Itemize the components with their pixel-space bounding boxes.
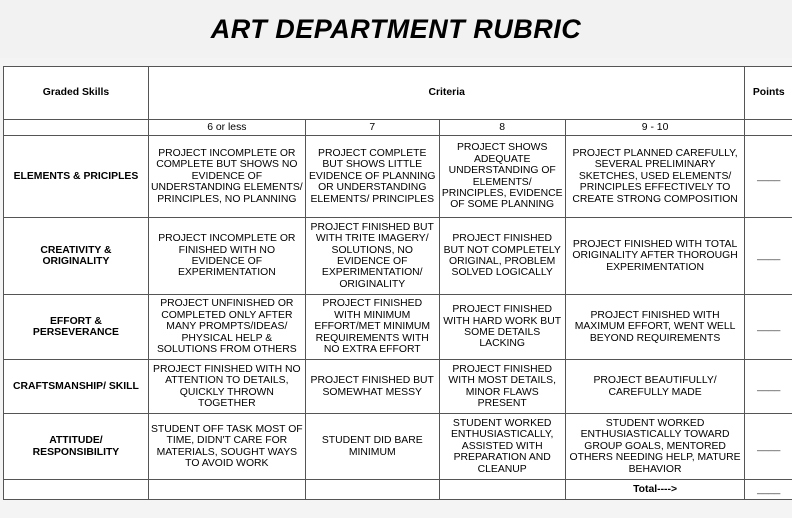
criteria-cell: PROJECT FINISHED WITH TOTAL ORIGINALITY AFTER THOROUGH EXPERIMENTATION <box>565 218 745 295</box>
rubric-row <box>4 360 792 414</box>
total-points-blank[interactable]: ____ <box>745 480 792 500</box>
points-header: Points <box>745 67 792 120</box>
rubric-row <box>4 414 792 480</box>
score-level-row <box>4 120 792 136</box>
score-level-blank <box>4 120 149 136</box>
criteria-cell: PROJECT BEAUTIFULLY/ CAREFULLY MADE <box>565 360 745 414</box>
criteria-cell: PROJECT SHOWS ADEQUATE UNDERSTANDING OF ELEMENTS/ PRINCIPLES, EVIDENCE OF SOME PLANNING <box>439 136 565 218</box>
criteria-cell: PROJECT FINISHED WITH MAXIMUM EFFORT, WENT WELL BEYOND REQUIREMENTS <box>565 295 745 360</box>
criteria-cell: PROJECT INCOMPLETE OR FINISHED WITH NO EVIDENCE OF EXPERIMENTATION <box>148 218 305 295</box>
criteria-cell: PROJECT FINISHED BUT WITH TRITE IMAGERY/ SOLUTIONS, NO EVIDENCE OF EXPERIMENTATION/ ORIGINALITY <box>305 218 439 295</box>
criteria-cell: PROJECT PLANNED CAREFULLY, SEVERAL PRELIMINARY SKETCHES, USED ELEMENTS/ PRINCIPLES EFFECTIVELY TO CREATE STRONG COMPOSITION <box>565 136 745 218</box>
criteria-cell: PROJECT FINISHED BUT SOMEWHAT MESSY <box>305 360 439 414</box>
criteria-cell: PROJECT INCOMPLETE OR COMPLETE BUT SHOWS NO EVIDENCE OF UNDERSTANDING ELEMENTS/ PRINCIPLES, NO PLANNING <box>148 136 305 218</box>
skill-name: ATTITUDE/ RESPONSIBILITY <box>4 414 149 480</box>
criteria-cell: STUDENT WORKED ENTHUSIASTICALLY, ASSISTED WITH PREPARATION AND CLEANUP <box>439 414 565 480</box>
criteria-cell: STUDENT WORKED ENTHUSIASTICALLY TOWARD GROUP GOALS, MENTORED OTHERS NEEDING HELP, MATURE BEHAVIOR <box>565 414 745 480</box>
skill-name: ELEMENTS & PRICIPLES <box>4 136 149 218</box>
criteria-cell: STUDENT OFF TASK MOST OF TIME, DIDN'T CARE FOR MATERIALS, SOUGHT WAYS TO AVOID WORK <box>148 414 305 480</box>
score-level: 8 <box>439 120 565 136</box>
points-blank[interactable]: ____ <box>745 218 792 295</box>
skill-name: CRAFTSMANSHIP/ SKILL <box>4 360 149 414</box>
rubric-table <box>3 66 792 500</box>
total-blank <box>305 480 439 500</box>
total-label: Total----> <box>565 480 745 500</box>
score-level: 9 - 10 <box>565 120 745 136</box>
criteria-cell: PROJECT FINISHED BUT NOT COMPLETELY ORIGINAL, PROBLEM SOLVED LOGICALLY <box>439 218 565 295</box>
points-blank[interactable]: ____ <box>745 136 792 218</box>
criteria-header: Criteria <box>148 67 745 120</box>
rubric-row <box>4 136 792 218</box>
header-row <box>4 67 792 120</box>
criteria-cell: PROJECT FINISHED WITH MOST DETAILS, MINOR FLAWS PRESENT <box>439 360 565 414</box>
criteria-cell: STUDENT DID BARE MINIMUM <box>305 414 439 480</box>
score-level: 7 <box>305 120 439 136</box>
total-blank <box>4 480 149 500</box>
skill-name: CREATIVITY & ORIGINALITY <box>4 218 149 295</box>
total-blank <box>148 480 305 500</box>
points-blank[interactable]: ____ <box>745 414 792 480</box>
skill-name: EFFORT & PERSEVERANCE <box>4 295 149 360</box>
score-level-points-blank <box>745 120 792 136</box>
score-level: 6 or less <box>148 120 305 136</box>
graded-skills-header: Graded Skills <box>4 67 149 120</box>
criteria-cell: PROJECT FINISHED WITH NO ATTENTION TO DETAILS, QUICKLY THROWN TOGETHER <box>148 360 305 414</box>
total-row <box>4 480 792 500</box>
criteria-cell: PROJECT FINISHED WITH HARD WORK BUT SOME DETAILS LACKING <box>439 295 565 360</box>
points-blank[interactable]: ____ <box>745 295 792 360</box>
criteria-cell: PROJECT FINISHED WITH MINIMUM EFFORT/MET MINIMUM REQUIREMENTS WITH NO EXTRA EFFORT <box>305 295 439 360</box>
total-blank <box>439 480 565 500</box>
points-blank[interactable]: ____ <box>745 360 792 414</box>
rubric-row <box>4 295 792 360</box>
rubric-title: ART DEPARTMENT RUBRIC <box>210 13 582 44</box>
criteria-cell: PROJECT COMPLETE BUT SHOWS LITTLE EVIDENCE OF PLANNING OR UNDERSTANDING ELEMENTS/ PRINCIPLES <box>305 136 439 218</box>
criteria-cell: PROJECT UNFINISHED OR COMPLETED ONLY AFTER MANY PROMPTS/IDEAS/ PHYSICAL HELP & SOLUTIONS FROM OTHERS <box>148 295 305 360</box>
rubric-row <box>4 218 792 295</box>
